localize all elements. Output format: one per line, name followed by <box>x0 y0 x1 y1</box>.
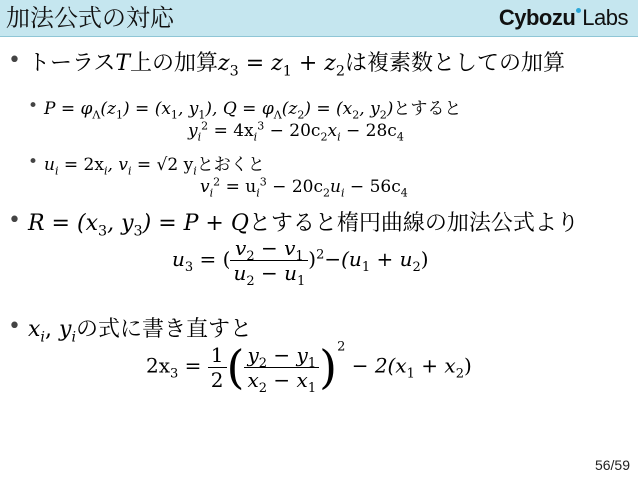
fraction-y-over-x: $\frac{y_2 - y_1}{x_2 - x_1}$ <box>244 343 319 392</box>
page-number: 56/59 <box>594 457 630 473</box>
sub-bullet-2-glyph: • <box>28 152 39 172</box>
sub-bullet-2-text: $u_i = 2x_i$, $v_i = √2$ $y_i$とおくと <box>44 155 265 178</box>
cybozu-labs-logo <box>499 6 628 30</box>
right-paren: ) <box>319 340 338 394</box>
bullet-1-text: トーラスT上の加算$z_3 = z_1 + z_2$は複素数としての加算 <box>28 51 566 80</box>
logo-sub: Labs <box>582 5 628 30</box>
sub-bullet-1-text: $P = \varphi_\Lambda(z_1) = (x_1$, $y_1$), $Q = \varphi_\Lambda(z_2) = (x_2$, $y_2$)とすると <box>44 99 462 122</box>
left-paren: ( <box>226 340 245 394</box>
logo-dot <box>576 8 581 13</box>
slide-header <box>0 0 638 37</box>
slide-title: 加法公式の対応 <box>6 4 174 32</box>
bullet-2-equation: $u_3$ = ( $\frac{v_2 - v_1}{u_2 - u_1}$ )$^2-(u_1 + u_2)$ <box>172 236 429 289</box>
sub-bullet-1-equation: $y_i^2 = 4x_i^3 - 20c_2x_i - 28c_4$ <box>188 119 404 144</box>
bullet-3-text: $x_i$, $y_i$の式に書き直すと <box>28 317 253 346</box>
fraction-v-over-u: $\frac{v_2 - v_1}{u_2 - u_1}$ <box>230 236 308 285</box>
fraction-one-half: $\frac{1}{2}$ <box>208 343 227 392</box>
bullet-1-glyph: • <box>8 48 21 73</box>
bullet-2-text: $R = (x_3$, $y_3) = P + Q$とすると楕円曲線の加法公式より <box>28 211 579 240</box>
sub-bullet-1-glyph: • <box>28 96 39 116</box>
bullet-2-glyph: • <box>8 208 21 233</box>
bullet-3-glyph: • <box>8 314 21 339</box>
logo-main: Cybozu <box>498 5 576 30</box>
sub-bullet-2-equation: $v_i^2 = u_i^3 - 20c_2u_i - 56c_4$ <box>200 175 408 200</box>
bullet-3-equation: $2x_3$ = $\frac{1}{2}$ ( $\frac{y_2 - y_1}{x_2 - x_1}$ )$^2 - 2(x_1 + x_2)$ <box>146 339 472 396</box>
